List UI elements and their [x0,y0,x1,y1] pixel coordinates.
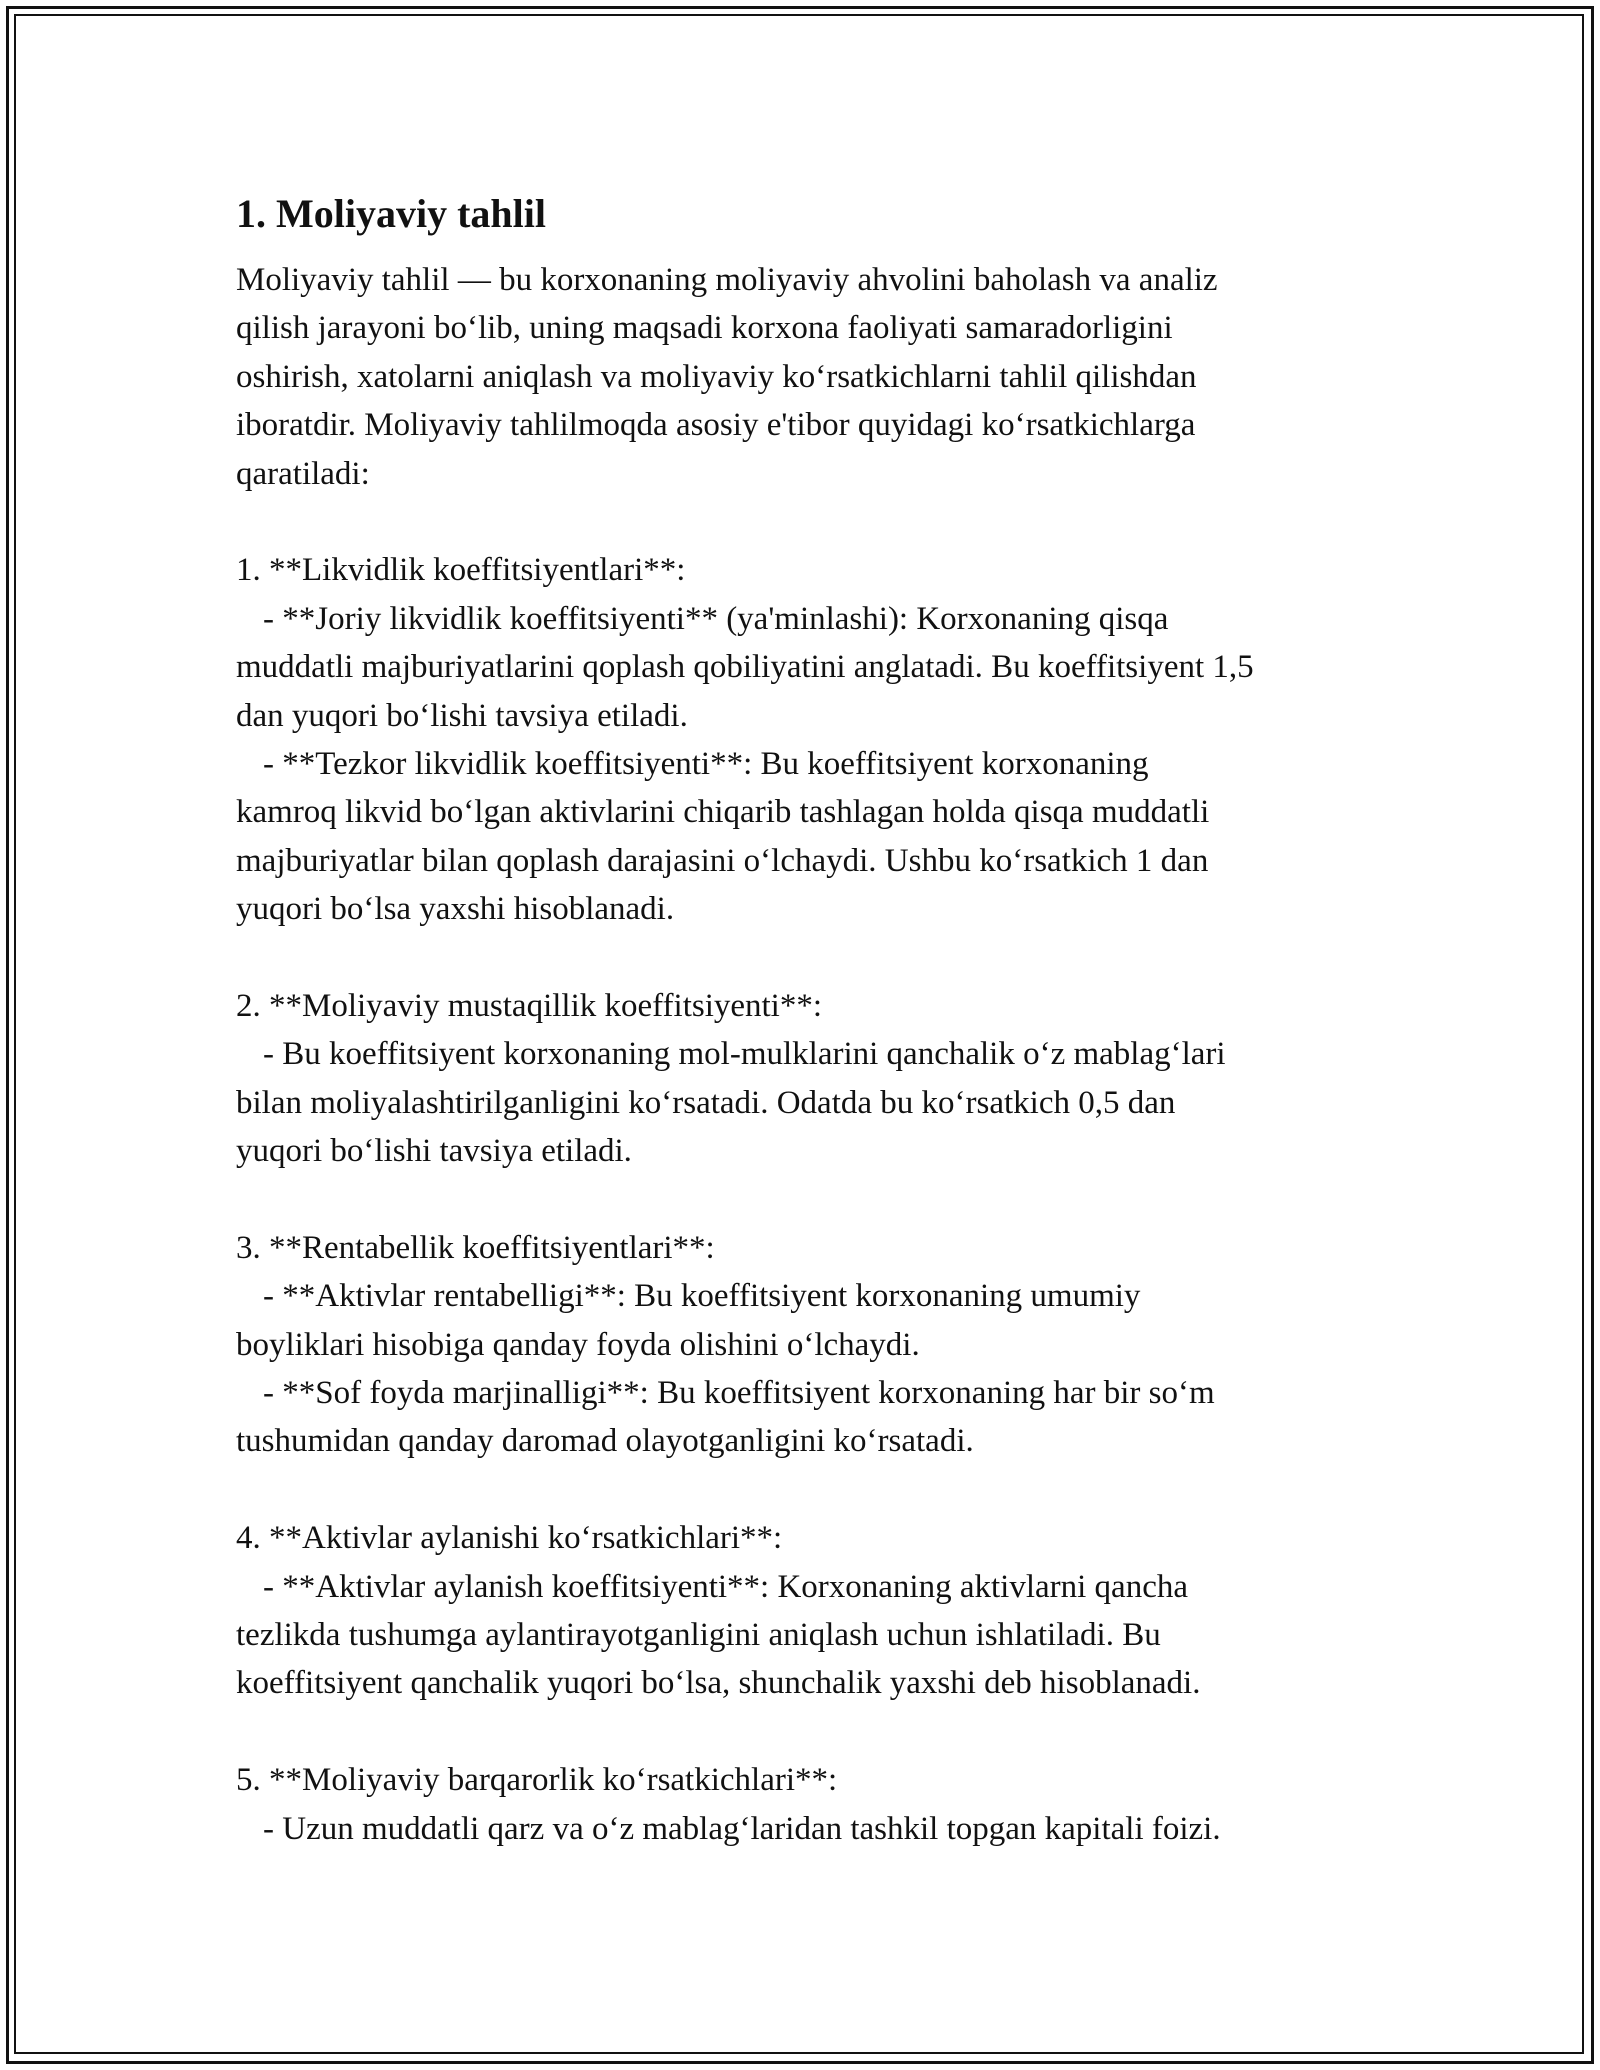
text-line: Moliyaviy tahlil — bu korxonaning moliyaviy ahvolini baholash va analiz [236,262,1218,298]
blank-line [236,1466,1396,1514]
text-line: dan yuqori bo‘lishi tavsiya etiladi. [236,697,688,734]
blank-line [236,933,1396,981]
text-line: qaratiladi: [236,455,370,492]
text-line: yuqori bo‘lishi tavsiya etiladi. [236,1133,632,1170]
text-line: kamroq likvid bo‘lgan aktivlarini chiqarib tashlagan holda qisqa muddatli [236,794,1210,831]
text-line: majburiyatlar bilan qoplash darajasini o‘lchaydi. Ushbu ko‘rsatkich 1 dan [236,842,1209,879]
text-line: - **Tezkor likvidlik koeffitsiyenti**: Bu koeffitsiyent korxonaning [263,745,1149,782]
blank-line [236,498,1396,546]
text-line: tushumidan qanday daromad olayotganligini ko‘rsatadi. [236,1423,974,1460]
text-line: iboratdir. Moliyaviy tahlilmoqda asosiy e'tibor quyidagi ko‘rsatkichlarga [236,407,1196,444]
text-line: - **Aktivlar rentabelligi**: Bu koeffitsiyent korxonaning umumiy [263,1278,1141,1315]
text-line: koeffitsiyent qanchalik yuqori bo‘lsa, shunchalik yaxshi deb hisoblanadi. [236,1665,1201,1702]
document-body [236,184,1396,1853]
text-line: boyliklari hisobiga qanday foyda olishini o‘lchaydi. [236,1326,920,1363]
text-line: - **Joriy likvidlik koeffitsiyenti** (ya'minlashi): Korxonaning qisqa [263,600,1169,637]
blank-line [236,1708,1396,1756]
text-line: muddatli majburiyatlarini qoplash qobiliyatini anglatadi. Bu koeffitsiyent 1,5 [236,649,1254,686]
text-line: oshirish, xatolarni aniqlash va moliyaviy ko‘rsatkichlarni tahlil qilishdan [236,358,1197,395]
text-line: - **Aktivlar aylanish koeffitsiyenti**: Korxonaning aktivlarni qancha [263,1568,1188,1605]
text-line: yuqori bo‘lsa yaxshi hisoblanadi. [236,891,675,928]
text-line: tezlikda tushumga aylantirayotganligini aniqlash uchun ishlatiladi. Bu [236,1616,1161,1653]
text-line: 5. **Moliyaviy barqarorlik ko‘rsatkichlari**: [236,1762,838,1799]
text-line: 4. **Aktivlar aylanishi ko‘rsatkichlari**: [236,1520,783,1557]
text-line: bilan moliyalashtirilganligini ko‘rsatadi. Odatda bu ko‘rsatkich 0,5 dan [236,1084,1176,1121]
text-line: 3. **Rentabellik koeffitsiyentlari**: [236,1229,715,1266]
blank-line [236,1175,1396,1223]
text-line: 2. **Moliyaviy mustaqillik koeffitsiyenti**: [236,987,823,1024]
text-line: 1. **Likvidlik koeffitsiyentlari**: [236,552,686,589]
text-line: - Uzun muddatli qarz va o‘z mablag‘laridan tashkil topgan kapitali foizi. [263,1810,1221,1847]
text-line: qilish jarayoni bo‘lib, uning maqsadi korxona faoliyati samaradorligini [236,310,1173,347]
section-heading: 1. Moliyaviy tahlil [236,191,546,236]
text-line: - Bu koeffitsiyent korxonaning mol-mulklarini qanchalik o‘z mablag‘lari [263,1036,1226,1073]
text-line: - **Sof foyda marjinalligi**: Bu koeffitsiyent korxonaning har bir so‘m [263,1374,1215,1411]
body-text [236,256,1396,1853]
